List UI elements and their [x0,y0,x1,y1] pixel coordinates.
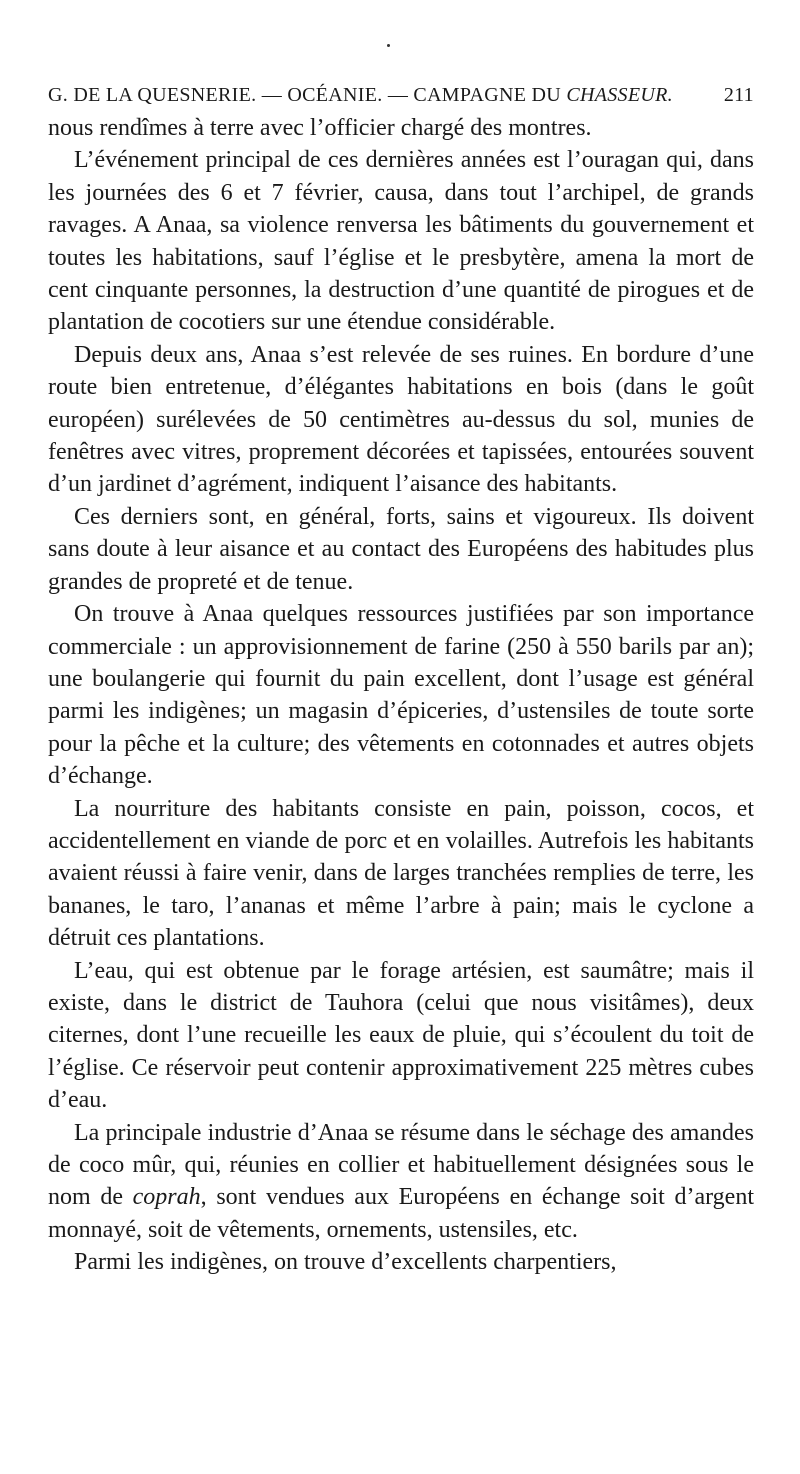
paragraph-copra-before: La principale industrie d’Anaa se résume dans le séchage des amandes de coco mûr, qui, réunies en collier et habituellement désignées sous le nom de [48,1119,754,1211]
paragraph: Depuis deux ans, Anaa s’est relevée de ses ruines. En bordure d’une route bien entretenue, d’élégantes habitations en bois (dans le goût européen) surélevées de 50 centimètres au-dessus du sol, munies de fenêtres avec vitres, proprement décorées et tapissées, entourées souvent d’un jardinet d’agrément, indiquent l’aisance des habitants. [48,341,754,498]
paragraph: La nourriture des habitants consiste en pain, poisson, cocos, et accidentellement en viande de porc et en volailles. Autrefois les habitants avaient réussi à faire venir, dans de larges tranchées remplies de terre, les bananes, le taro, l’ananas et même l’arbre à pain; mais le cyclone a détruit ces plantations. [48,795,754,952]
running-head-ship-name: CHASSEUR. [566,84,673,106]
paragraph-copra [48,1117,754,1247]
paragraph-copra-after: , sont vendues aux Européens en échange soit d’argent monnayé, soit de vêtements, ornements, ustensiles, etc. [48,1184,755,1243]
paragraph: L’événement principal de ces dernières années est l’ouragan qui, dans les journées des 6 et 7 février, causa, dans tout l’archipel, de grands ravages. A Anaa, sa violence renversa les bâtiments du gouvernement et toutes les habitations, sauf l’église et le presbytère, amena la mort de cent cinquante personnes, la destruction d’une quantité de pirogues et de plantation de cocotiers sur une étendue considérable. [48,147,754,336]
paragraph: L’eau, qui est obtenue par le forage artésien, est saumâtre; mais il existe, dans le district de Tauhora (celui que nous visitâmes), deux citernes, dont l’une recueille les eaux de pluie, qui s’écoulent du toit de l’église. Ce réservoir peut contenir approximativement 225 mètres cubes d’eau. [48,957,754,1114]
paragraph: Parmi les indigènes, on trouve d’excellents charpentiers, [74,1249,617,1276]
body-text [48,112,754,1279]
page-number: 211 [723,84,754,106]
running-head-title-text: G. DE LA QUESNERIE. — OCÉANIE. — CAMPAGNE DU [48,84,567,106]
paragraph: Ces derniers sont, en général, forts, sains et vigoureux. Ils doivent sans doute à leur aisance et au contact des Européens des habitudes plus grandes de propreté et de tenue. [48,503,754,595]
book-page [48,78,754,1279]
running-head [48,78,754,112]
print-speck [387,44,390,47]
running-head-title [48,78,673,112]
term-coprah: coprah [132,1184,201,1211]
paragraph: nous rendîmes à terre avec l’officier chargé des montres. [48,115,592,141]
paragraph: On trouve à Anaa quelques ressources justifiées par son importance commerciale : un approvisionnement de farine (250 à 550 barils par an); une boulangerie qui fournit du pain excellent, dont l’usage est général parmi les indigènes; un magasin d’épiceries, d’ustensiles de toute sorte pour la pêche et la culture; des vêtements en cotonnades et autres objets d’échange. [48,601,754,790]
